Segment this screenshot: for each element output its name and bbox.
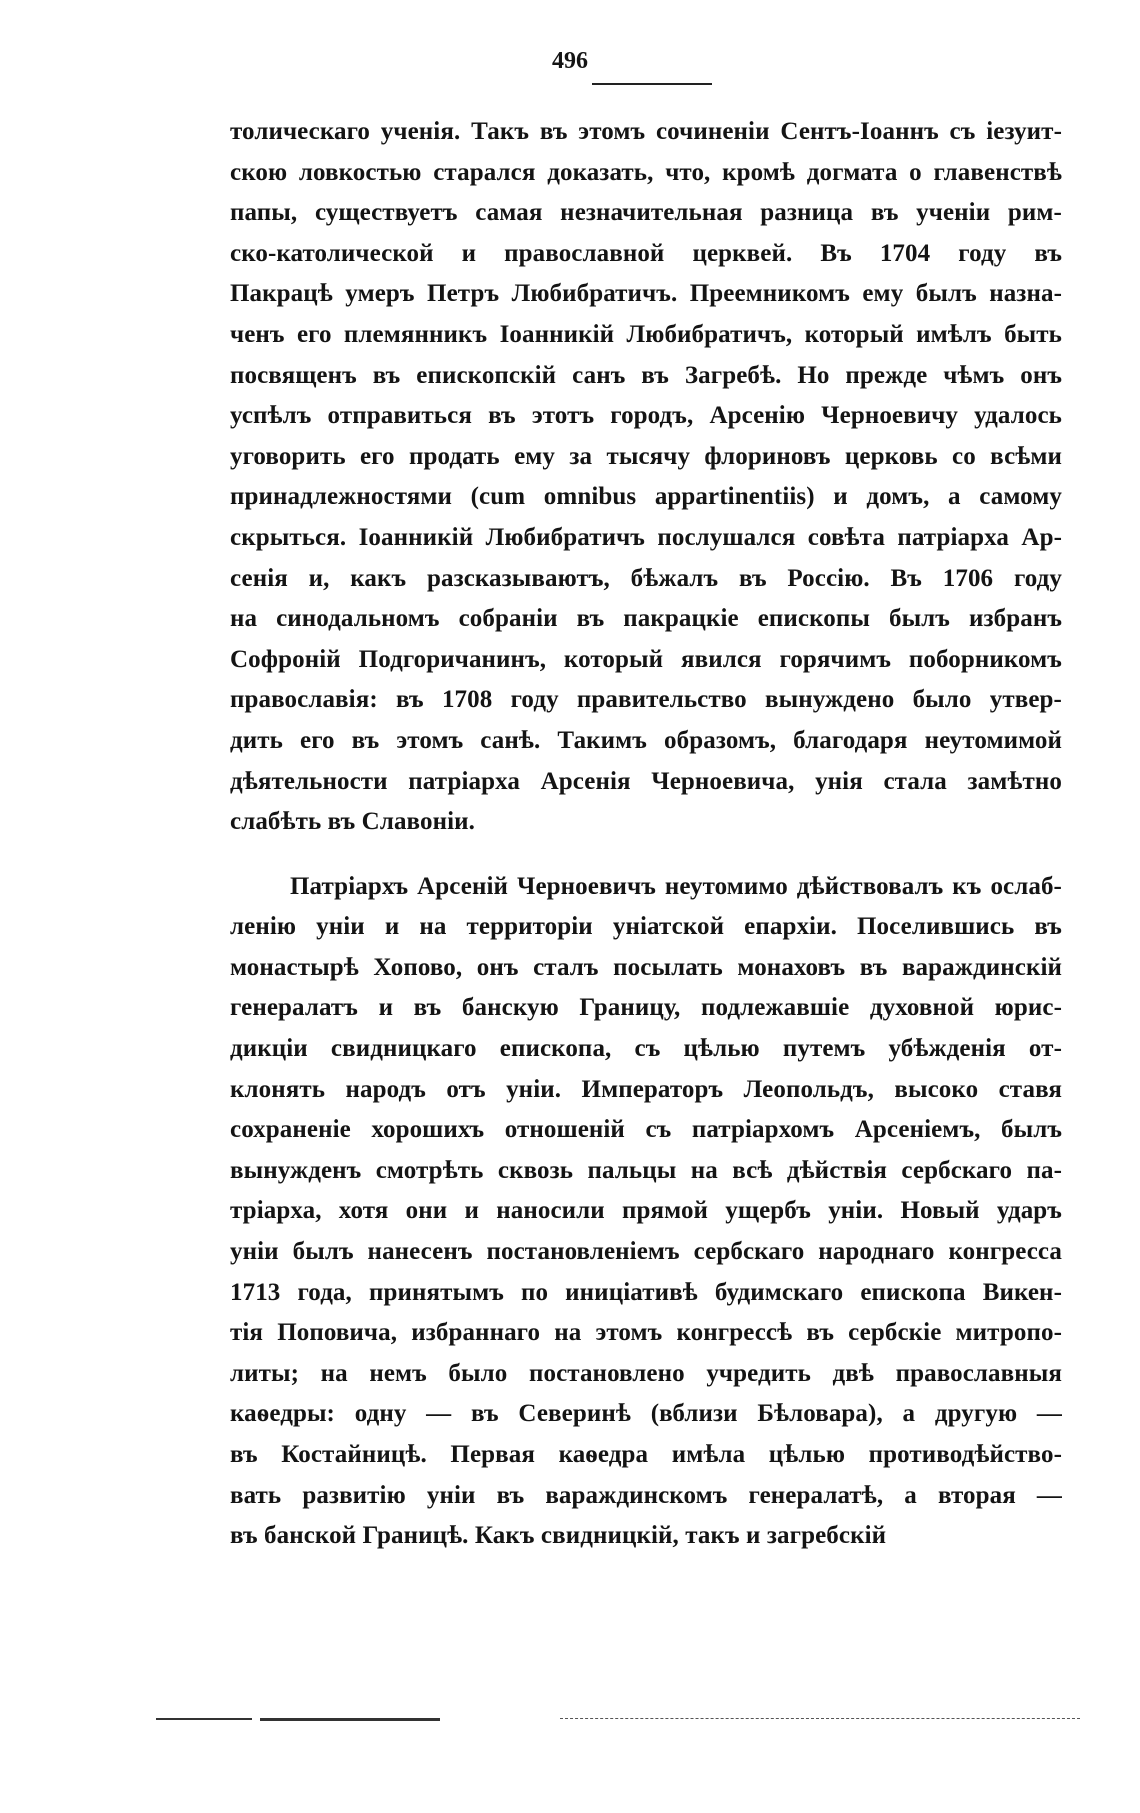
text-line: тріарха, хотя они и наносили прямой ущербъ уніи. Новый ударъ (230, 1197, 1062, 1225)
text-line: принадлежностями (cum omnibus appartinentiis) и домъ, а самому (230, 483, 1062, 511)
text-line: скрыться. Іоанникій Любибратичъ послушался совѣта патріарха Ар- (230, 523, 1062, 551)
bottom-rule (156, 1718, 252, 1720)
text-line: вынужденъ смотрѣть сквозь пальцы на всѣ дѣйствія сербскаго па- (230, 1156, 1062, 1184)
text-line: ченъ его племянникъ Іоанникій Любибратичъ, который имѣлъ быть (230, 320, 1062, 348)
text-line: клонять народъ отъ уніи. Императоръ Леопольдъ, высоко ставя (230, 1075, 1062, 1103)
text-line: слабѣть въ Славоніи. (230, 808, 475, 836)
paragraph-gap (230, 843, 1062, 867)
text-line: успѣлъ отправиться въ этотъ городъ, Арсенію Черноевичу удалось (230, 402, 1062, 430)
text-line: вать развитію уніи въ вараждинскомъ генералатѣ, а вторая — (230, 1481, 1062, 1509)
text-line: Софроній Подгоричанинъ, который явился горячимъ поборникомъ (230, 645, 1062, 673)
text-line: 1713 года, принятымъ по иниціативѣ будимскаго епископа Викен- (230, 1278, 1062, 1306)
text-line: православія: въ 1708 году правительство вынуждено было утвер- (230, 686, 1062, 714)
text-line: дикціи свидницкаго епископа, съ цѣлью путемъ убѣжденія от- (230, 1035, 1062, 1063)
text-line: уговорить его продать ему за тысячу флориновъ церковь со всѣми (230, 442, 1062, 470)
paragraph (230, 867, 1062, 1557)
text-line: на синодальномъ собраніи въ пакрацкіе епископы былъ избранъ (230, 605, 1062, 633)
text-line: монастырѣ Хопово, онъ сталъ посылать монаховъ въ вараждинскій (230, 953, 1062, 981)
text-line: дѣятельности патріарха Арсенія Черноевича, унія стала замѣтно (230, 767, 1062, 795)
page-number: 496 (552, 48, 588, 74)
text-line: сохраненіе хорошихъ отношеній съ патріархомъ Арсеніемъ, былъ (230, 1116, 1062, 1144)
paragraph (230, 112, 1062, 843)
text-line: литы; на немъ было постановлено учредить двѣ православныя (230, 1359, 1062, 1387)
text-line: скою ловкостью старался доказать, что, кромѣ догмата о главенствѣ (230, 158, 1062, 186)
text-line: Пакрацѣ умеръ Петръ Любибратичъ. Преемникомъ ему былъ назна- (230, 280, 1062, 308)
bottom-rule (260, 1718, 440, 1721)
text-line: ленію уніи и на территоріи уніатской епархіи. Поселившись въ (230, 913, 1062, 941)
text-line: Патріархъ Арсеній Черноевичъ неутомимо дѣйствовалъ къ ослаб- (290, 872, 1062, 900)
text-line: ско-католической и православной церквей. Въ 1704 году въ (230, 239, 1062, 267)
text-line: генералатъ и въ банскую Границу, подлежавшіе духовной юрис- (230, 994, 1062, 1022)
text-line: каѳедры: одну — въ Северинѣ (вблизи Бѣловара), а другую — (230, 1400, 1062, 1428)
page-number-rule (592, 83, 712, 85)
text-line: уніи былъ нанесенъ постановленіемъ сербскаго народнаго конгресса (230, 1238, 1062, 1266)
text-line: тія Поповича, избраннаго на этомъ конгрессѣ въ сербскіе митропо- (230, 1319, 1062, 1347)
text-line: сенія и, какъ разсказываютъ, бѣжалъ въ Россію. Въ 1706 году (230, 564, 1062, 592)
text-line: въ Костайницѣ. Первая каѳедра имѣла цѣлью противодѣйство- (230, 1441, 1062, 1468)
text-block (230, 112, 1062, 1557)
text-line: папы, существуетъ самая незначительная разница въ ученіи рим- (230, 199, 1062, 227)
bottom-rule (560, 1718, 1080, 1719)
text-line: посвященъ въ епископскій санъ въ Загребѣ. Но прежде чѣмъ онъ (230, 361, 1062, 389)
text-line: дить его въ этомъ санѣ. Такимъ образомъ, благодаря неутомимой (230, 726, 1062, 754)
text-line: толическаго ученія. Такъ въ этомъ сочиненіи Сентъ-Іоаннъ съ іезуит- (230, 118, 1062, 145)
text-line: въ банской Границѣ. Какъ свидницкій, такъ и загребскій (230, 1522, 887, 1550)
